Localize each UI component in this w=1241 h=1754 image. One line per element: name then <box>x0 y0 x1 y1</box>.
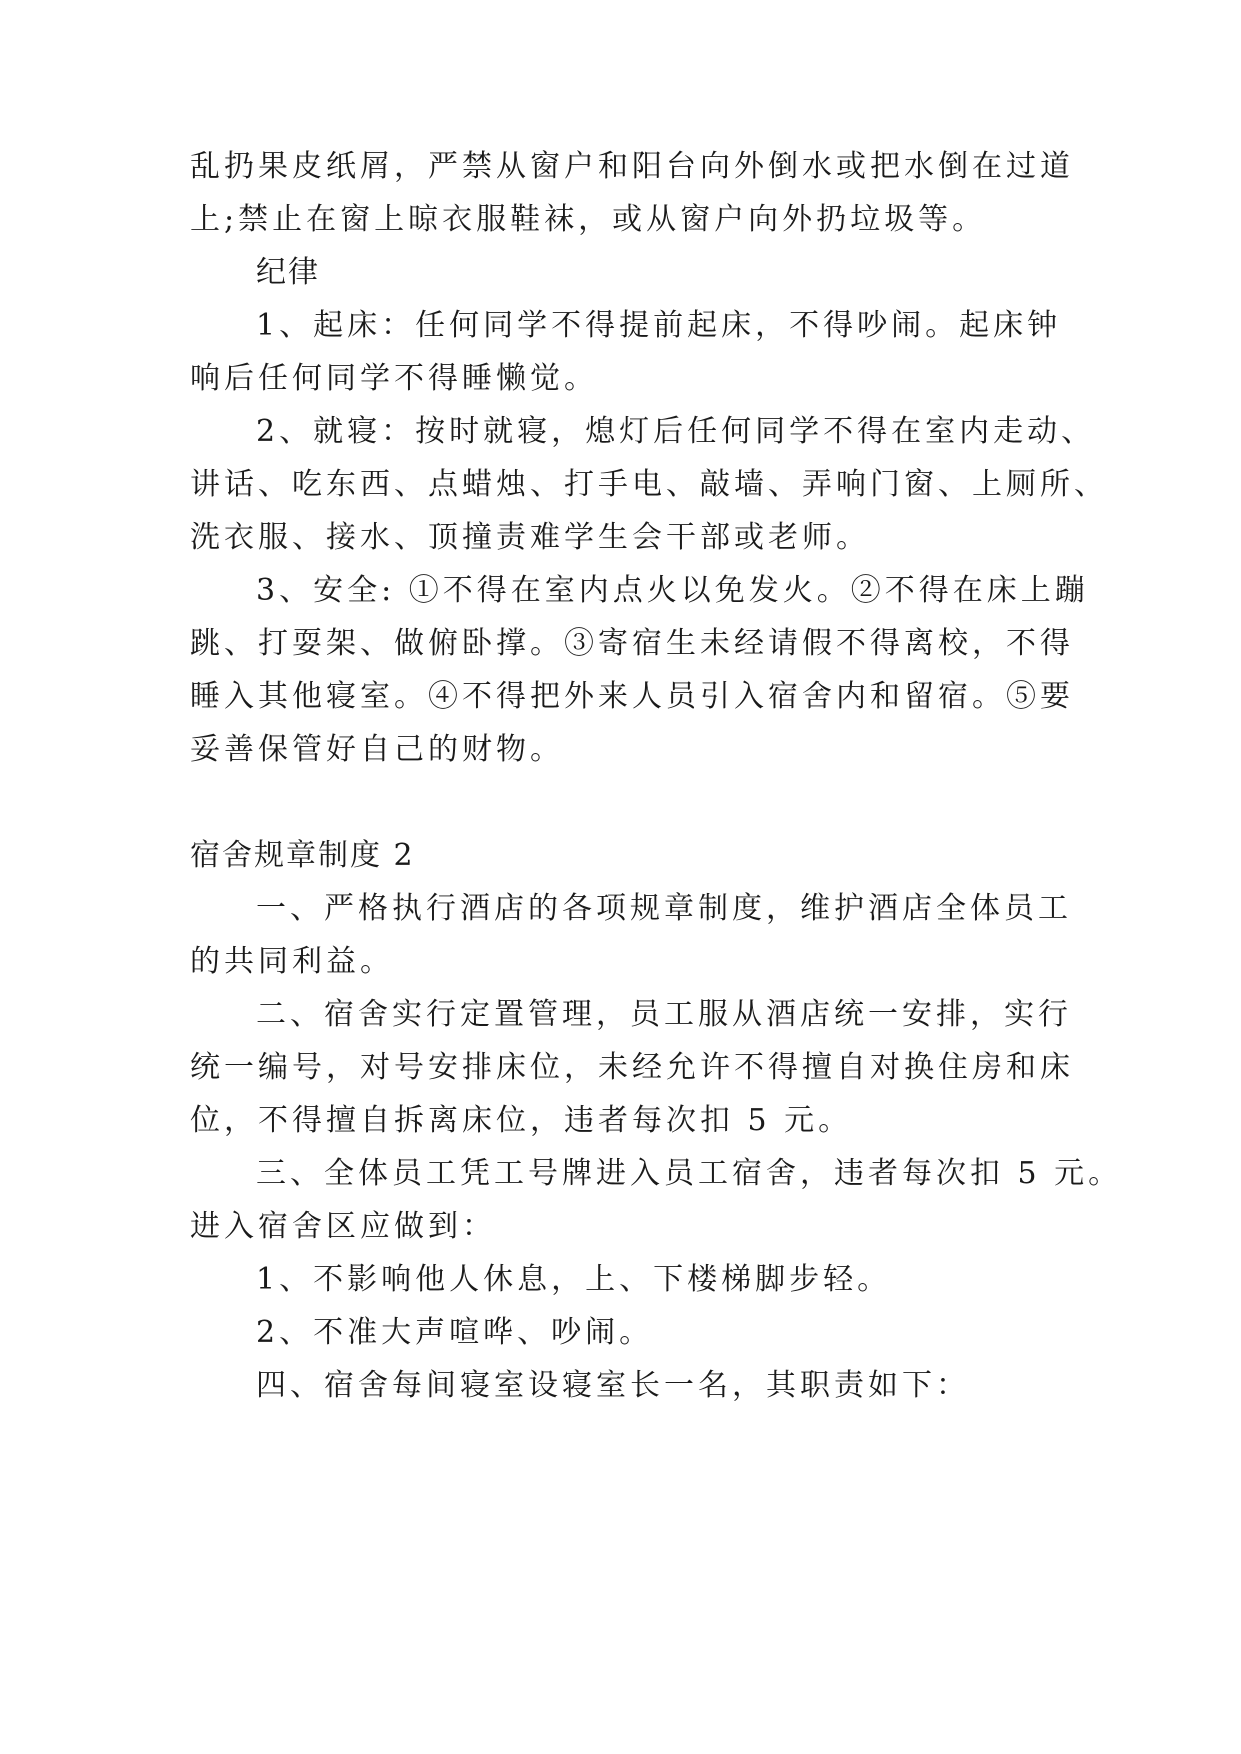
paragraph-line: 1、不影响他人休息，上、下楼梯脚步轻。 <box>256 1262 892 1297</box>
paragraph-line: 讲话、吃东西、点蜡烛、打手电、敲墙、弄响门窗、上厕所、 <box>190 467 1108 502</box>
paragraph-line: 1、起床：任何同学不得提前起床，不得吵闹。起床钟 <box>256 308 1062 343</box>
paragraph-line: 跳、打耍架、做俯卧撑。③寄宿生未经请假不得离校，不得 <box>190 626 1074 661</box>
paragraph-line: 四、宿舍每间寝室设寝室长一名，其职责如下： <box>256 1368 970 1403</box>
paragraph-line: 位，不得擅自拆离床位，违者每次扣 5 元。 <box>190 1103 853 1138</box>
document-section-title: 宿舍规章制度 2 <box>190 838 415 873</box>
paragraph-line: 2、不准大声喧哗、吵闹。 <box>256 1315 654 1350</box>
paragraph-line: 2、就寝：按时就寝，熄灯后任何同学不得在室内走动、 <box>256 414 1096 449</box>
paragraph-line: 响后任何同学不得睡懒觉。 <box>190 361 598 396</box>
paragraph-line: 洗衣服、接水、顶撞责难学生会干部或老师。 <box>190 520 870 555</box>
paragraph-line: 3、安全: ①不得在室内点火以免发火。②不得在床上蹦 <box>256 573 1089 608</box>
paragraph-line: 妥善保管好自己的财物。 <box>190 732 564 767</box>
paragraph-line: 一、严格执行酒店的各项规章制度，维护酒店全体员工 <box>256 891 1072 926</box>
paragraph-line: 统一编号，对号安排床位，未经允许不得擅自对换住房和床 <box>190 1050 1074 1085</box>
paragraph-line: 睡入其他寝室。④不得把外来人员引入宿舍内和留宿。⑤要 <box>190 679 1074 714</box>
paragraph-line: 的共同利益。 <box>190 944 394 979</box>
paragraph-line: 二、宿舍实行定置管理，员工服从酒店统一安排，实行 <box>256 997 1072 1032</box>
paragraph-line: 上;禁止在窗上晾衣服鞋袜，或从窗户向外扔垃圾等。 <box>190 202 987 237</box>
paragraph-line: 三、全体员工凭工号牌进入员工宿舍，违者每次扣 5 元。 <box>256 1156 1123 1191</box>
paragraph-line: 乱扔果皮纸屑，严禁从窗户和阳台向外倒水或把水倒在过道 <box>190 149 1074 184</box>
section-heading-discipline: 纪律 <box>256 255 320 290</box>
paragraph-line: 进入宿舍区应做到： <box>190 1209 496 1244</box>
